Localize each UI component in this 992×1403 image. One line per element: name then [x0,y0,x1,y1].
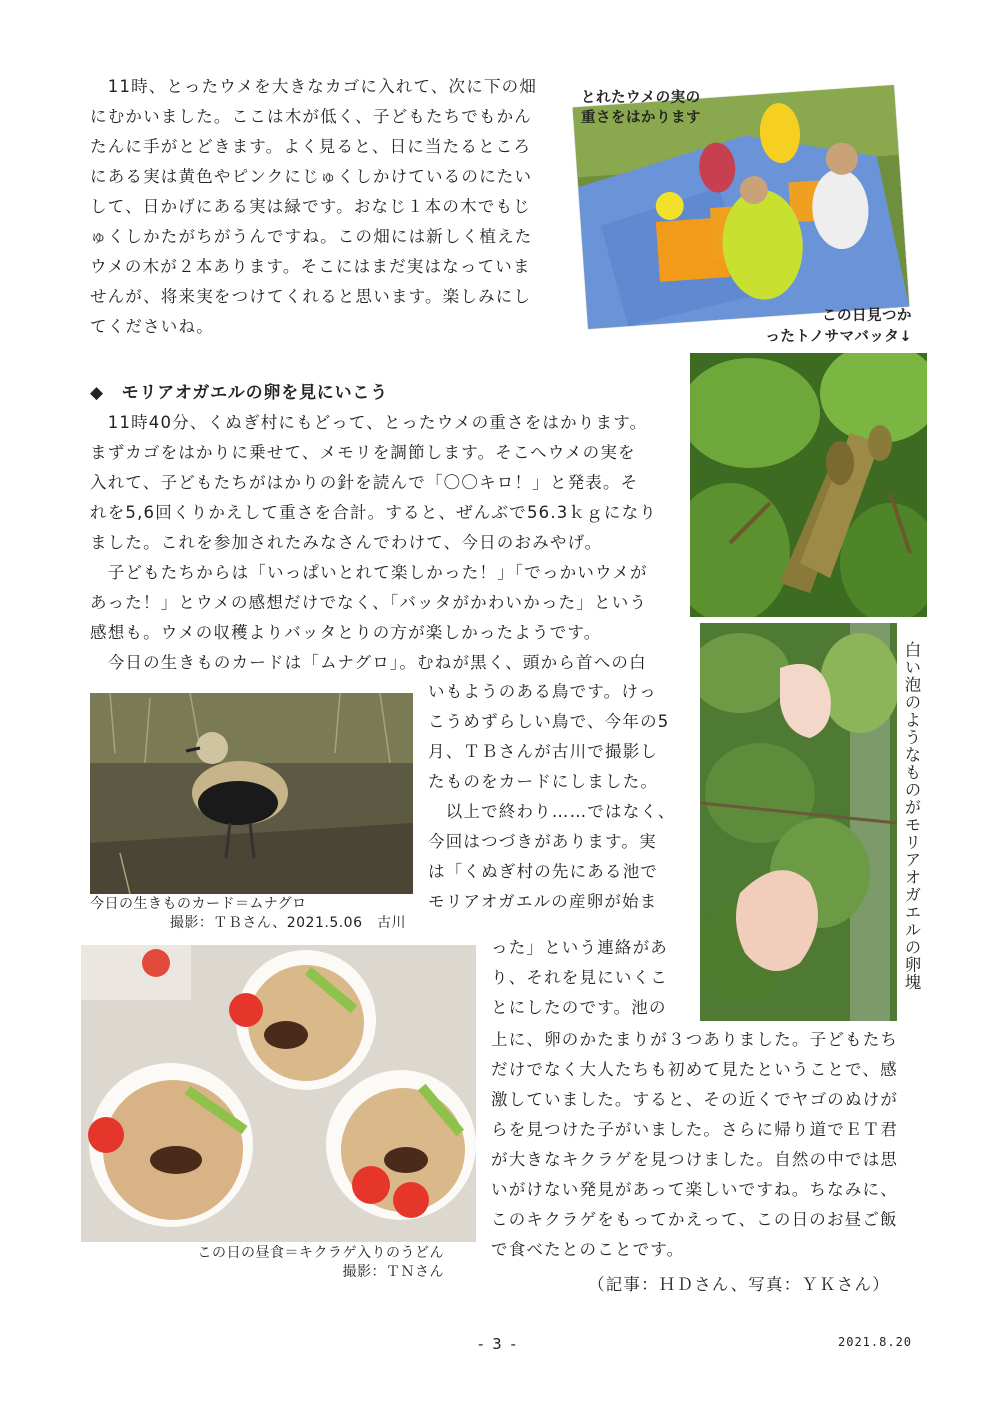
text-line: いがけない発見があって楽しいですね。ちなみに、 [491,1180,898,1199]
bird-caption [90,895,406,933]
text-line: ました。これを参加されたみなさんでわけて、今日のおみやげ。 [90,533,603,552]
frog-vertical-caption: 白い泡のようなものがモリアオガエルの卵塊 [902,641,921,991]
photo-grasshopper-caption [730,306,912,348]
caption-line: 撮影：ＴＢさん、2021.5.06 古川 [169,915,406,931]
text-line: とにしたのです。池の [491,998,667,1017]
page-number: - 3 - [478,1335,518,1353]
text-line: いもようのある鳥です。けっ [428,682,657,701]
text-line: った」という連絡があ [491,938,668,957]
caption-line: この日見つか [822,308,912,324]
text-line: たんに手がとどきます。よく見ると、日に当たるところ [90,137,532,156]
lower-text-wide [491,1025,898,1265]
section-heading: ◆ モリアオガエルの卵を見にいこう [90,383,388,403]
article-credit: （記事：ＨＤさん、写真：ＹＫさん） [588,1275,890,1294]
lunch-caption [150,1244,444,1282]
text-line: にむかいました。ここは木が低く、子どもたちでもかん [90,107,533,126]
text-line: 感想も。ウメの収穫よりバッタとりの方が楽しかったようです。 [90,623,602,642]
text-line: り、それを見にいくこ [491,968,668,987]
text-line: 子どもたちからは「いっぱいとれて楽しかった！」「でっかいウメが [90,563,648,582]
text-line: あった！」とウメの感想だけでなく、「バッタがかわいかった」という [90,593,648,612]
photo-frog-egg-mass [700,623,897,1021]
intro-paragraph [90,72,537,342]
text-line: 入れて、子どもたちがはかりの針を読んで「〇〇キロ！」と発表。そ [90,473,639,492]
caption-line: この日の昼食＝キクラゲ入りのうどん [197,1245,444,1261]
text-line: らを見つけた子がいました。さらに帰り道でＥＴ君 [491,1120,899,1139]
text-line: このキクラゲをもってかえって、この日のお昼ご飯 [491,1210,898,1229]
text-line: 上に、卵のかたまりが３つありました。子どもたち [491,1030,899,1049]
lower-text-narrow [491,933,668,1023]
text-line: が大きなキクラゲを見つけました。自然の中では思 [491,1150,899,1169]
caption-line: ったトノサマバッタ↓ [765,329,912,345]
photo-lunch-udon [81,945,476,1242]
text-line: こうめずらしい鳥で、今年の5 [428,712,670,731]
text-line: ウメの木が２本あります。そこにはまだ実はなっていま [90,257,531,276]
text-line: で食べたとのことです。 [491,1240,685,1259]
photo-weighing-caption [581,88,701,128]
caption-line: 今日の生きものカード＝ムナグロ [90,896,307,912]
text-line: だけでなく大人たちも初めて見たということで、感 [491,1060,898,1079]
text-line: は「くぬぎ村の先にある池で [428,862,659,881]
section-paragraph [90,408,657,678]
text-line: して、日かげにある実は緑です。おなじ１本の木でもじ [90,197,531,216]
text-line: ゅくしかたがちがうんですね。この畑には新しく植えた [90,227,533,246]
photo-bird-munaguro [90,693,413,894]
text-line: たものをカードにしました。 [428,772,659,791]
text-line: れを5,6回くりかえして重さを合計。すると、ぜんぶで56.3ｋｇになり [90,503,657,522]
caption-line: 重さをはかります [581,110,701,126]
text-line: 激していました。すると、その近くでヤゴのぬけが [491,1090,899,1109]
text-line: モリアオガエルの産卵が始ま [428,892,658,911]
photo-grasshopper [690,353,927,617]
text-line: にある実は黄色やピンクにじゅくしかけているのにたい [90,167,533,186]
text-line: まずカゴをはかりに乗せて、メモリを調節します。そこへウメの実を [90,443,636,462]
text-line: 11時、とったウメを大きなカゴに入れて、次に下の畑 [90,77,538,96]
bird-side-text [428,677,675,917]
text-line: てくださいね。 [90,317,214,336]
text-line: 月、ＴＢさんが古川で撮影し [428,742,659,761]
text-line: 以上で終わり……ではなく、 [428,802,676,821]
caption-line: 撮影：ＴＮさん [342,1264,444,1280]
text-line: 今日の生きものカードは「ムナグロ」。むねが黒く、頭から首への白 [90,653,647,672]
text-line: せんが、将来実をつけてくれると思います。楽しみにし [90,287,532,306]
text-line: 今回はつづきがあります。実 [428,832,657,851]
caption-line: とれたウメの実の [581,90,701,106]
text-line: 11時40分、くぬぎ村にもどって、とったウメの重さをはかります。 [90,413,648,432]
issue-date: 2021.8.20 [838,1335,913,1349]
